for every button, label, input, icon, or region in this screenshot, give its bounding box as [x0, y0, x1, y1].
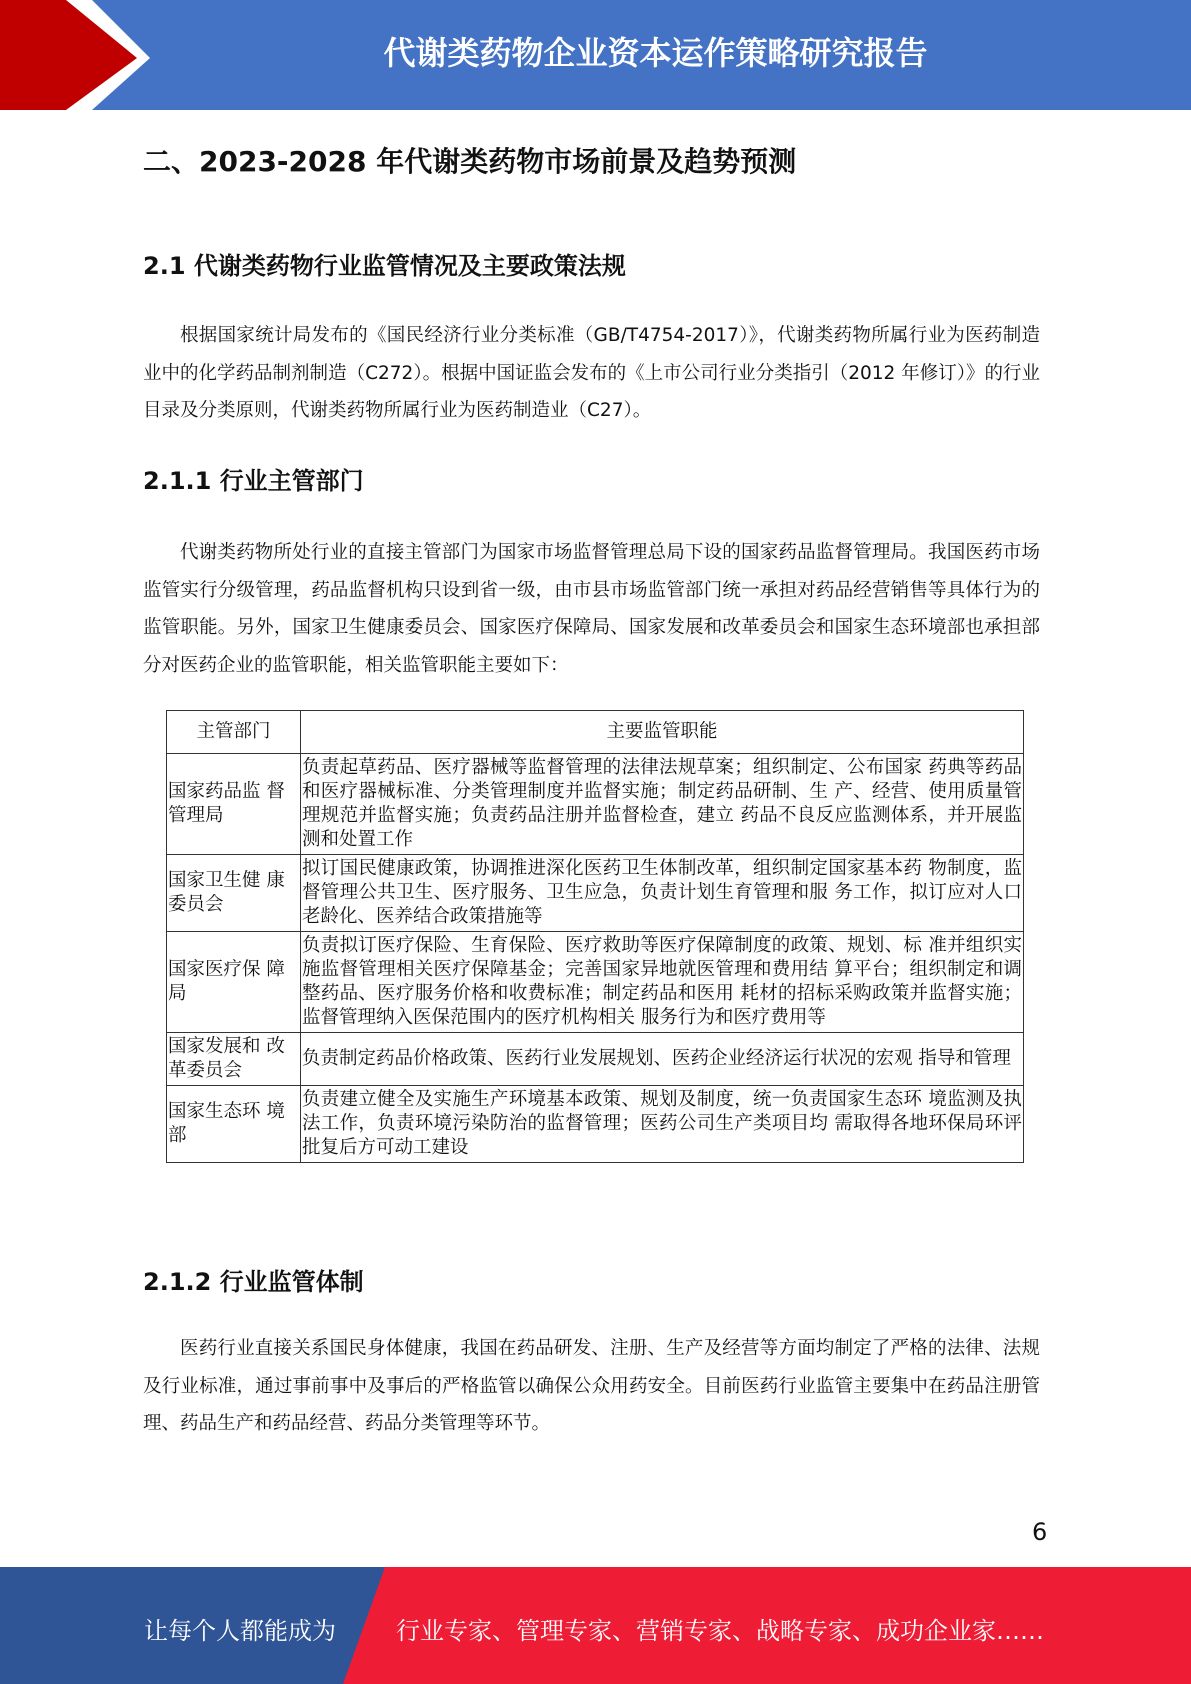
footer-slogan-left: 让每个人都能成为: [144, 1617, 336, 1645]
dept-cell: 国家药品监 督管理局: [167, 754, 301, 855]
table-header-row: [167, 711, 1024, 754]
page-number: 6: [1032, 1518, 1048, 1546]
func-cell: 负责起草药品、医疗器械等监督管理的法律法规草案；组织制定、公布国家 药典等药品和医疗器械标准、分类管理制度并监督实施；制定药品研制、生 产、经营、使用质量管理规范并监督实施；负责药品注册并监督检查，建立 药品不良反应监测体系，并开展监测和处置工作: [301, 754, 1024, 855]
report-title: 代谢类药物企业资本运作策略研究报告: [383, 34, 928, 72]
table-row: [167, 1086, 1024, 1163]
paragraph-authorities: 代谢类药物所处行业的直接主管部门为国家市场监督管理总局下设的国家药品监督管理局。我国医药市场监管实行分级管理，药品监督机构只设到省一级，由市县市场监管部门统一承担对药品经营销售等具体行为的监管职能。另外，国家卫生健康委员会、国家医疗保障局、国家发展和改革委员会和国家生态环境部也承担部分对医药企业的监管职能，相关监管职能主要如下：: [143, 542, 1040, 676]
func-cell: 负责建立健全及实施生产环境基本政策、规划及制度，统一负责国家生态环 境监测及执法工作，负责环境污染防治的监督管理；医药公司生产类项目均 需取得各地环保局环评批复后方可动工建设: [301, 1086, 1024, 1163]
regulatory-authorities-table: [166, 710, 1024, 1163]
section-title: 二、2023-2028 年代谢类药物市场前景及趋势预测: [143, 145, 797, 178]
dept-cell: 国家生态环 境部: [167, 1086, 301, 1163]
column-header-dept: 主管部门: [167, 711, 301, 754]
table-row: [167, 855, 1024, 932]
paragraph-supervision-system: 医药行业直接关系国民身体健康，我国在药品研发、注册、生产及经营等方面均制定了严格的法律、法规及行业标准，通过事前事中及事后的严格监管以确保公众用药安全。目前医药行业监管主要集中在药品注册管理、药品生产和药品经营、药品分类管理等环节。: [143, 1338, 1040, 1434]
column-header-func: 主要监管职能: [301, 711, 1024, 754]
table-row: [167, 754, 1024, 855]
dept-cell: 国家医疗保 障局: [167, 932, 301, 1033]
page-footer: [0, 1567, 1191, 1684]
chevron-decoration-icon: [0, 0, 160, 110]
func-cell: 负责制定药品价格政策、医药行业发展规划、医药企业经济运行状况的宏观 指导和管理: [301, 1033, 1024, 1086]
footer-slogan-right: 行业专家、管理专家、营销专家、战略专家、成功企业家……: [396, 1617, 1044, 1645]
page-header: [0, 0, 1191, 110]
dept-cell: 国家卫生健 康委员会: [167, 855, 301, 932]
paragraph-classification: 根据国家统计局发布的《国民经济行业分类标准（GB/T4754-2017）》，代谢类药物所属行业为医药制造业中的化学药品制剂制造（C272）。根据中国证监会发布的《上市公司行业分类指引（2012 年修订）》的行业目录及分类原则，代谢类药物所属行业为医药制造业（C27）。: [143, 325, 1040, 421]
func-cell: 拟订国民健康政策，协调推进深化医药卫生体制改革，组织制定国家基本药 物制度，监督管理公共卫生、医疗服务、卫生应急，负责计划生育管理和服 务工作，拟订应对人口老龄化、医养结合政策措施等: [301, 855, 1024, 932]
subsection-title-2-1: 2.1 代谢类药物行业监管情况及主要政策法规: [143, 252, 626, 280]
subsection-title-2-1-2: 2.1.2 行业监管体制: [143, 1268, 364, 1296]
dept-cell: 国家发展和 改革委员会: [167, 1033, 301, 1086]
table-row: [167, 1033, 1024, 1086]
table-row: [167, 932, 1024, 1033]
subsection-title-2-1-1: 2.1.1 行业主管部门: [143, 467, 364, 495]
func-cell: 负责拟订医疗保险、生育保险、医疗救助等医疗保障制度的政策、规划、标 准并组织实施监督管理相关医疗保障基金；完善国家异地就医管理和费用结 算平台；组织制定和调整药品、医疗服务价格和收费标准；制定药品和医用 耗材的招标采购政策并监督实施；监督管理纳入医保范围内的医疗机构相关 服务行为和医疗费用等: [301, 932, 1024, 1033]
